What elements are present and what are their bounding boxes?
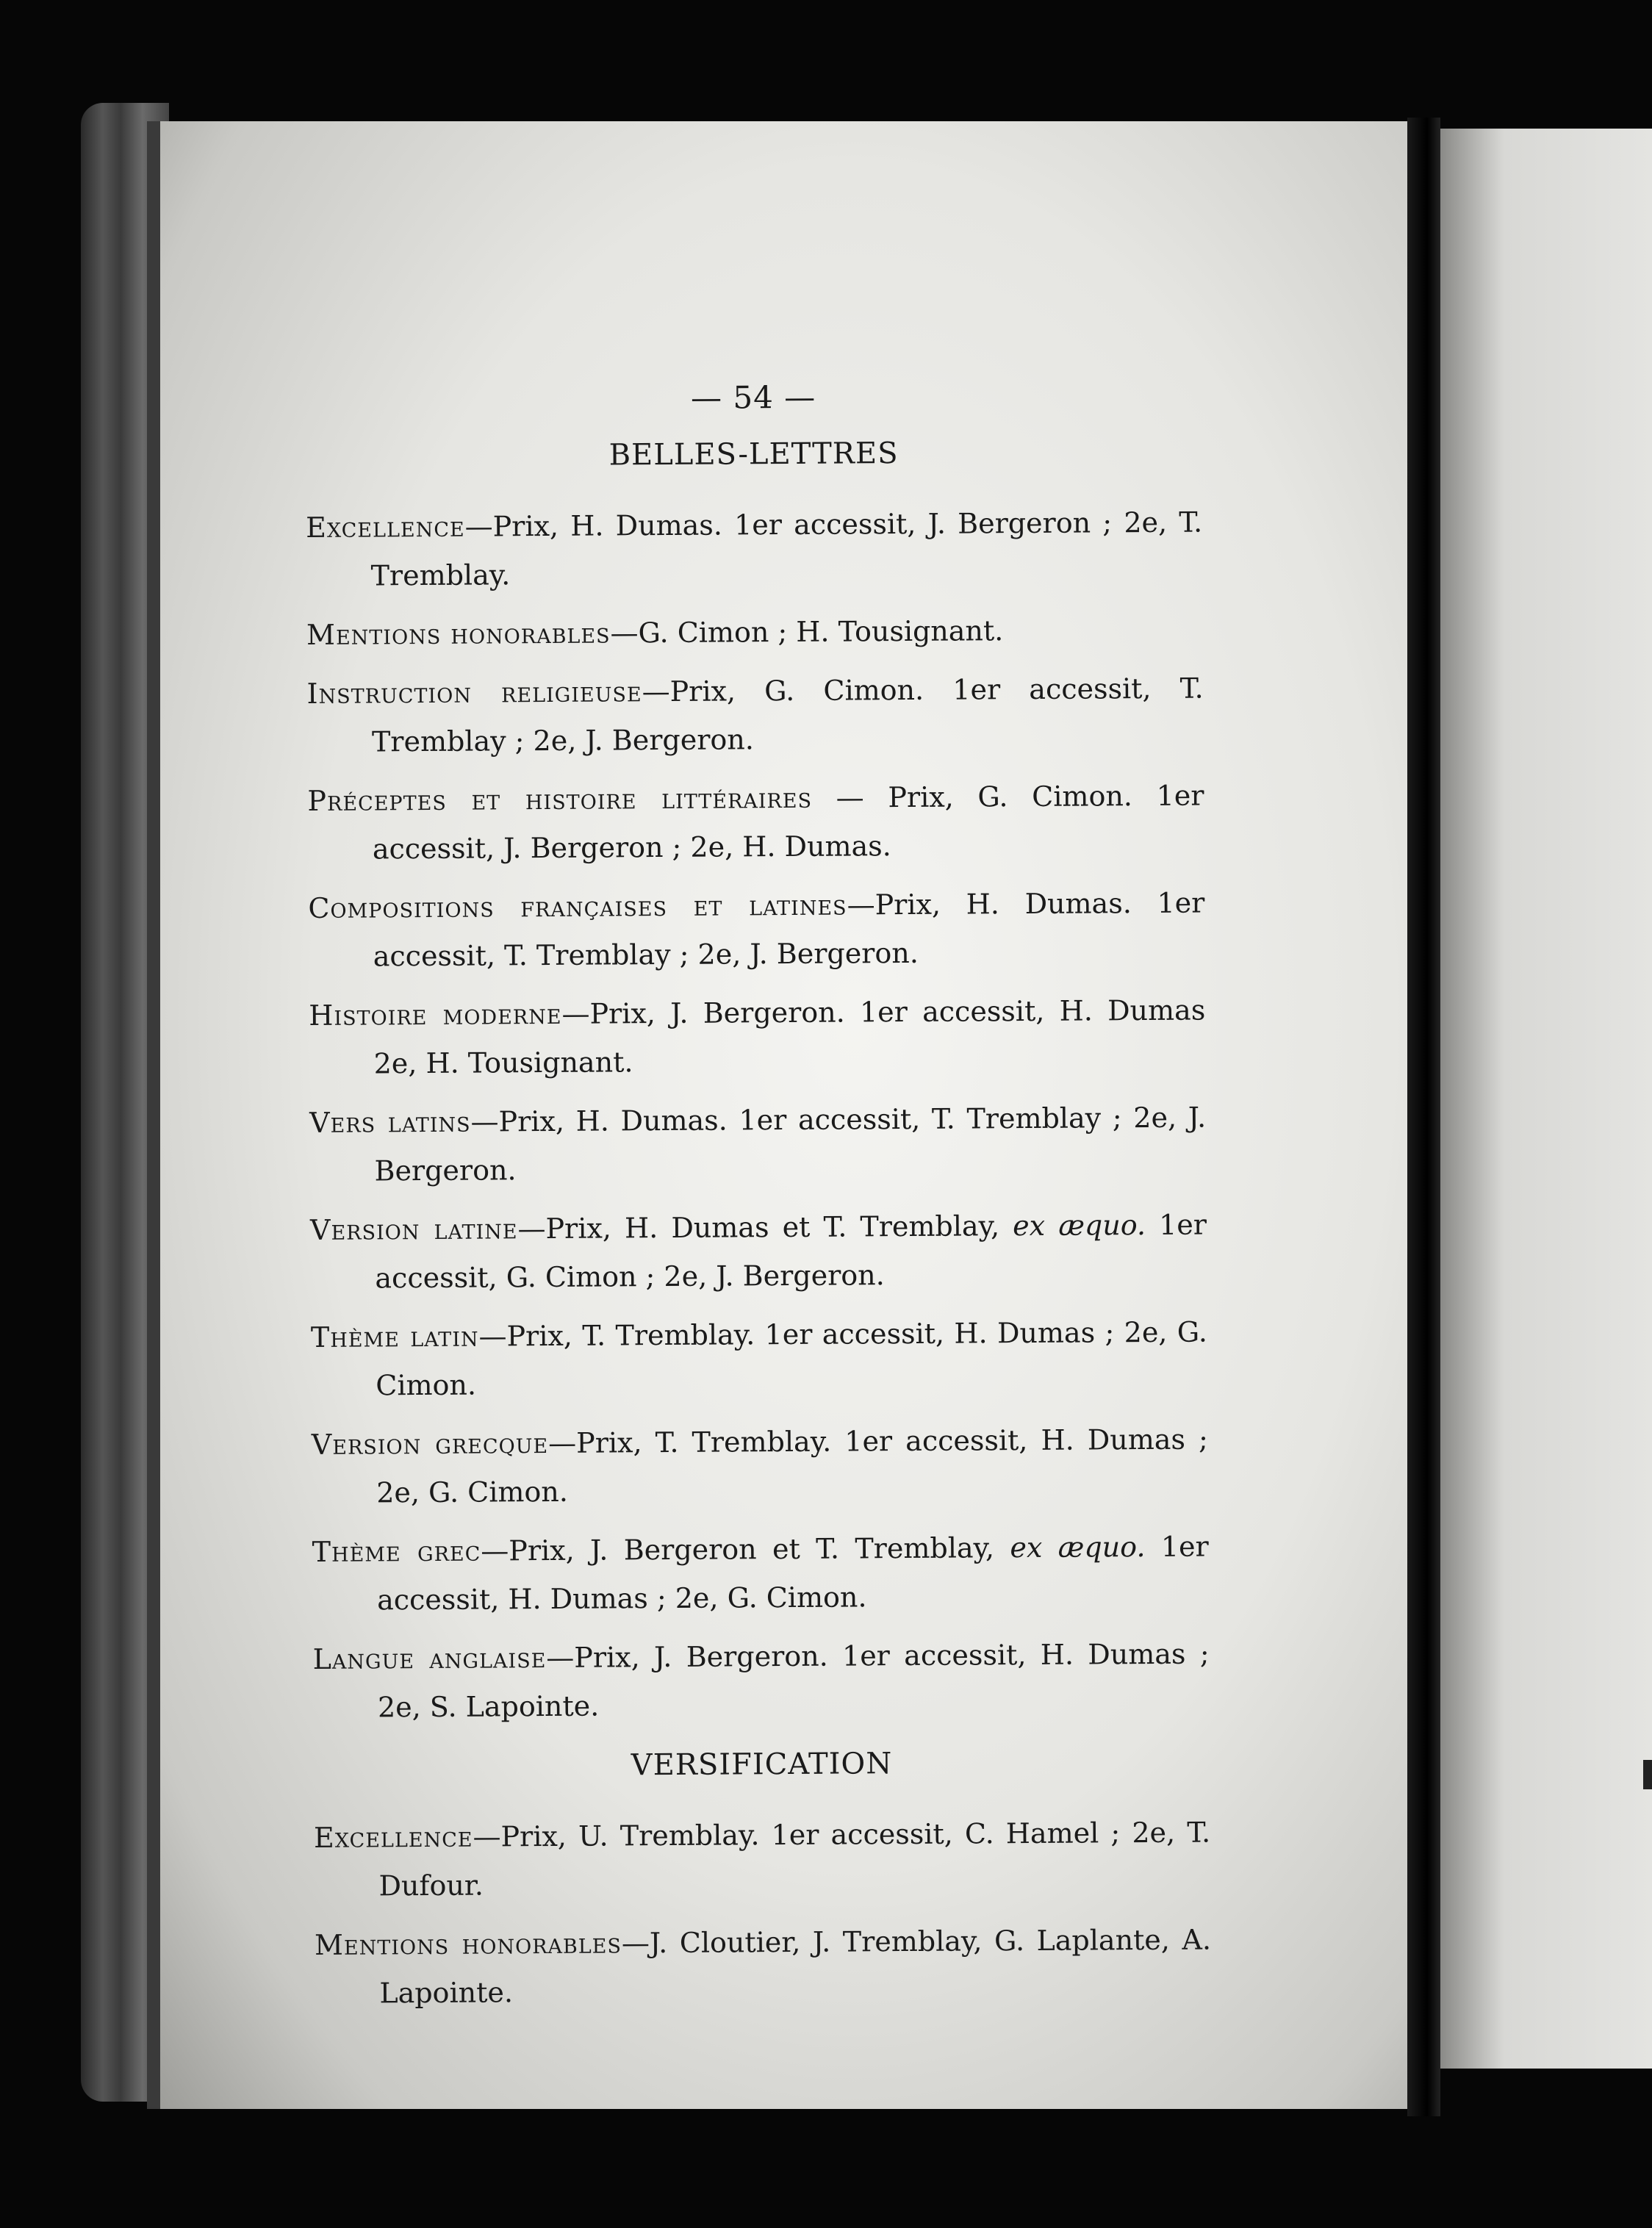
entry-text: —Prix, U. Tremblay. 1er accessit, C. Hamel ; 2e, T. Dufour. <box>378 1816 1211 1902</box>
entry-label: Vers latins <box>309 1105 471 1139</box>
entry-italic: ex æquo. <box>1010 1531 1146 1564</box>
page-content <box>305 377 1212 2028</box>
list-item <box>312 1630 1210 1732</box>
entry-text-after: 1er accessit, G. Cimon ; 2e, J. Bergeron. <box>375 1208 1207 1295</box>
entry-label: Instruction religieuse <box>306 675 642 710</box>
entry-text: —Prix, H. Dumas. 1er accessit, J. Bergeron ; 2e, T. Tremblay. <box>370 506 1203 592</box>
entry-label: Mentions honorables <box>306 617 611 651</box>
entry-label: Histoire moderne <box>309 997 562 1032</box>
book-gutter <box>1407 118 1440 2116</box>
entry-text: —Prix, J. Bergeron. 1er accessit, H. Dumas 2e, H. Tousignant. <box>373 993 1206 1080</box>
entry-label: Préceptes et histoire littéraires <box>307 781 813 817</box>
list-item <box>308 879 1205 981</box>
list-item <box>309 1093 1207 1196</box>
entry-label: Excellence <box>306 510 465 544</box>
entry-text: —Prix, H. Dumas. 1er accessit, T. Tremblay ; 2e, J. Bergeron. <box>374 1101 1207 1187</box>
section-title-versification: VERSIFICATION <box>631 1747 893 1783</box>
entry-label: Compositions françaises et latines <box>308 888 847 924</box>
list-item <box>312 1415 1209 1517</box>
entry-text: —Prix, T. Tremblay. 1er accessit, H. Dumas ; 2e, G. Cimon. <box>376 1315 1208 1402</box>
entry-text: — Prix, G. Cimon. 1er accessit, J. Bergeron ; 2e, H. Dumas. <box>372 779 1204 866</box>
entry-text-after: 1er accessit, H. Dumas ; 2e, G. Cimon. <box>376 1530 1209 1617</box>
entry-text: —J. Cloutier, J. Tremblay, G. Laplante, A. Lapointe. <box>379 1923 1212 2010</box>
entry-text: —Prix, T. Tremblay. 1er accessit, H. Dumas ; 2e, G. Cimon. <box>376 1423 1208 1509</box>
entry-text: —Prix, J. Bergeron et T. Tremblay, <box>481 1531 1010 1567</box>
entry-label: Excellence <box>313 1820 473 1854</box>
list-item <box>314 1808 1211 1911</box>
list-item <box>309 986 1206 1088</box>
facing-page-edge <box>1440 129 1652 2069</box>
list-item <box>307 772 1204 874</box>
entry-text: —G. Cimon ; H. Tousignant. <box>610 614 1004 650</box>
page-number: — 54 — <box>690 378 816 416</box>
list-item <box>310 1201 1207 1303</box>
entry-label: Version latine <box>309 1212 518 1246</box>
entry-text: —Prix, J. Bergeron. 1er accessit, H. Dumas ; 2e, S. Lapointe. <box>377 1637 1210 1724</box>
entry-label: Mentions honorables <box>314 1927 622 1961</box>
entry-label: Thème latin <box>310 1320 479 1354</box>
entry-label: Langue anglaise <box>312 1642 547 1675</box>
entry-italic: ex æquo. <box>1013 1209 1146 1243</box>
entry-label: Thème grec <box>312 1534 481 1568</box>
list-item <box>312 1523 1210 1625</box>
entry-text: —Prix, G. Cimon. 1er accessit, T. Tremblay ; 2e, J. Bergeron. <box>371 672 1204 758</box>
entry-text: —Prix, H. Dumas et T. Tremblay, <box>517 1210 1013 1246</box>
list-item <box>306 605 1203 659</box>
list-item <box>306 664 1204 766</box>
section-title-belles-lettres: BELLES-LETTRES <box>608 436 899 472</box>
entry-label: Version grecque <box>311 1427 549 1461</box>
entry-text: —Prix, H. Dumas. 1er accessit, T. Tremblay ; 2e, J. Bergeron. <box>373 886 1205 973</box>
facing-page-mark <box>1643 1760 1652 1789</box>
list-item <box>315 1916 1212 2018</box>
list-item <box>311 1308 1208 1410</box>
list-item <box>306 498 1203 600</box>
